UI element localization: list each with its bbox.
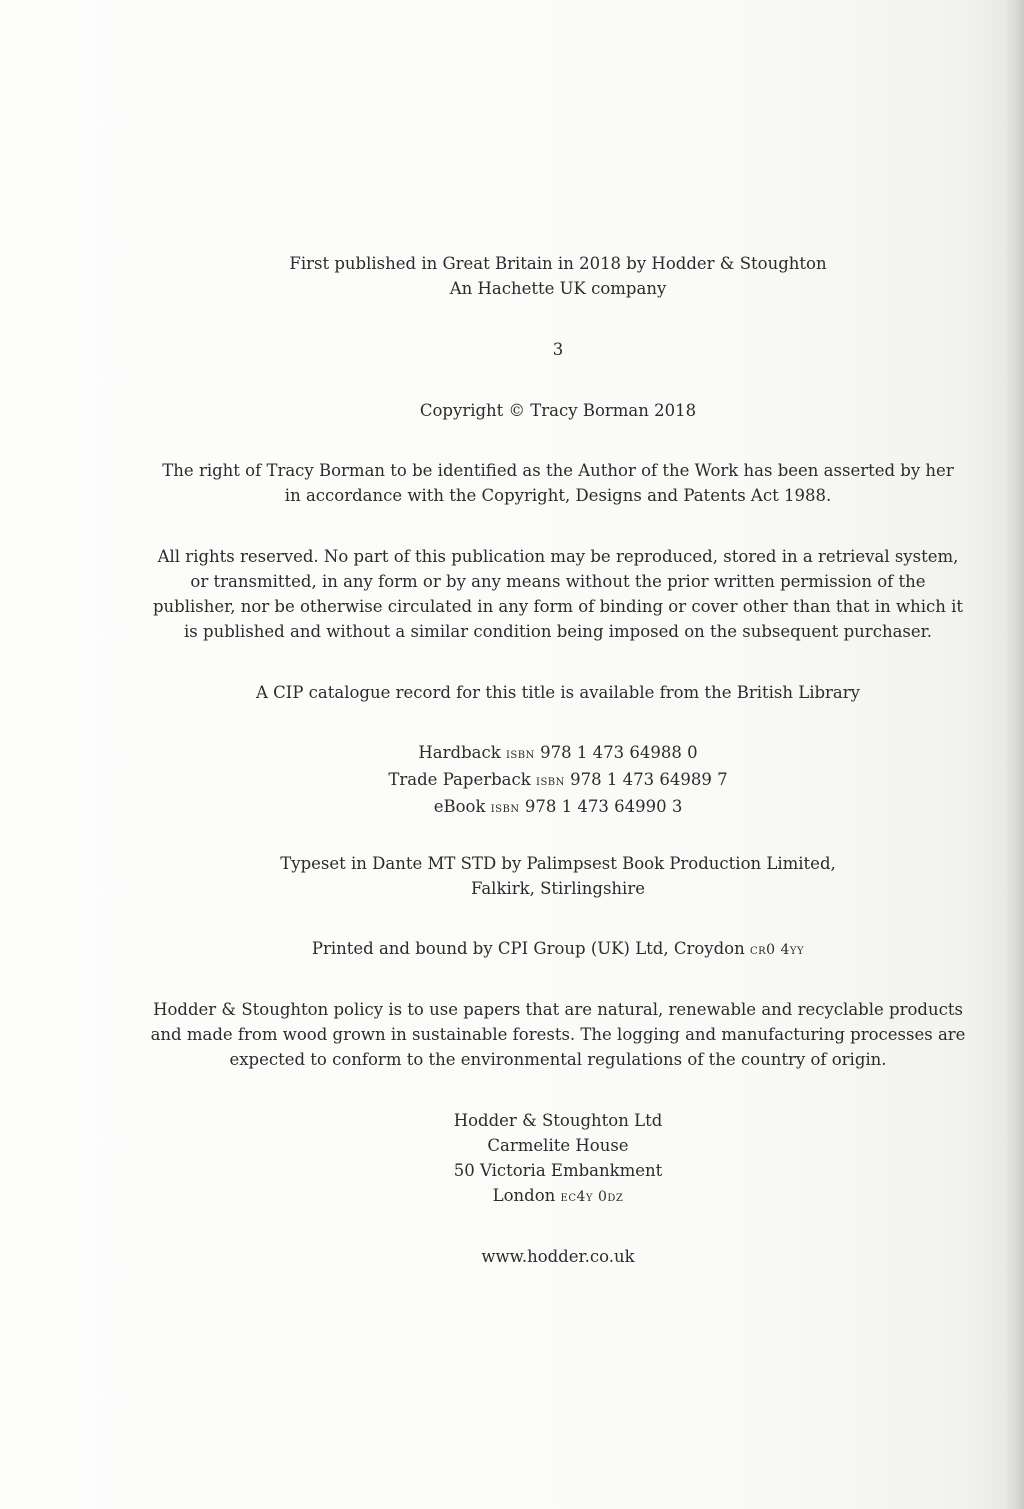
first-published-line: First published in Great Britain in 2018 by Hodder & Stoughton (289, 254, 827, 273)
printed-text: Printed and bound by CPI Group (UK) Ltd, Croydon (311, 939, 745, 958)
printed-block (120, 936, 996, 963)
website-block (120, 1244, 996, 1269)
moral-rights-line: in accordance with the Copyright, Designs and Patents Act 1988. (284, 486, 832, 505)
page-edge-shadow (1004, 0, 1024, 1509)
typeset-block (120, 851, 996, 901)
printed-line (120, 936, 996, 963)
paper-policy-line: Hodder & Stoughton policy is to use papers that are natural, renewable and recyclable products (153, 1000, 963, 1019)
copyright-block (120, 398, 996, 423)
first-published-block (120, 251, 996, 301)
rights-reserved-line: publisher, nor be otherwise circulated in any form of binding or cover other than that in which it (152, 597, 963, 616)
address-postcode: ec4y 0dz (560, 1189, 624, 1205)
print-number (120, 337, 996, 362)
publisher-company-line: An Hachette UK company (449, 279, 667, 298)
paper-policy-line: and made from wood grown in sustainable forests. The logging and manufacturing processes are (150, 1025, 966, 1044)
cip-block (120, 680, 996, 705)
isbn-number: 978 1 473 64988 0 (540, 743, 698, 762)
address-line: 50 Victoria Embankment (453, 1161, 663, 1180)
typeset-line: Falkirk, Stirlingshire (471, 879, 645, 898)
isbn-label: isbn (536, 773, 565, 789)
address-line: Hodder & Stoughton Ltd (453, 1111, 663, 1130)
isbn-number: 978 1 473 64989 7 (570, 770, 728, 789)
rights-reserved-line: is published and without a similar condition being imposed on the subsequent purchaser. (184, 622, 932, 641)
isbn-label: isbn (505, 746, 535, 762)
website-link: www.hodder.co.uk (481, 1247, 635, 1266)
address-block (120, 1108, 996, 1210)
rights-reserved-block (120, 544, 996, 644)
printed-postcode: cr0 4yy (749, 942, 805, 958)
address-city: London (492, 1186, 556, 1205)
rights-reserved-line: All rights reserved. No part of this publication may be reproduced, stored in a retrieval system, (157, 547, 959, 566)
moral-rights-line: The right of Tracy Borman to be identified as the Author of the Work has been asserted by her (162, 461, 954, 480)
isbn-row (120, 740, 996, 767)
copyright-line: Copyright © Tracy Borman 2018 (419, 401, 697, 420)
print-number-text: 3 (552, 340, 564, 359)
address-city-line (120, 1183, 996, 1210)
isbn-format: Hardback (418, 743, 501, 762)
isbn-format: eBook (433, 797, 486, 816)
isbn-format: Trade Paperback (388, 770, 531, 789)
isbn-row (120, 767, 996, 794)
paper-policy-block (120, 997, 996, 1072)
isbn-number: 978 1 473 64990 3 (524, 797, 683, 816)
isbn-row (120, 794, 996, 821)
isbn-label: isbn (490, 800, 520, 816)
isbn-block (120, 740, 996, 821)
typeset-line: Typeset in Dante MT STD by Palimpsest Book Production Limited, (280, 854, 836, 873)
moral-rights-block (120, 458, 996, 508)
address-line: Carmelite House (487, 1136, 629, 1155)
paper-policy-line: expected to conform to the environmental regulations of the country of origin. (229, 1050, 887, 1069)
rights-reserved-line: or transmitted, in any form or by any means without the prior written permission of the (190, 572, 926, 591)
cip-line: A CIP catalogue record for this title is available from the British Library (256, 683, 860, 702)
